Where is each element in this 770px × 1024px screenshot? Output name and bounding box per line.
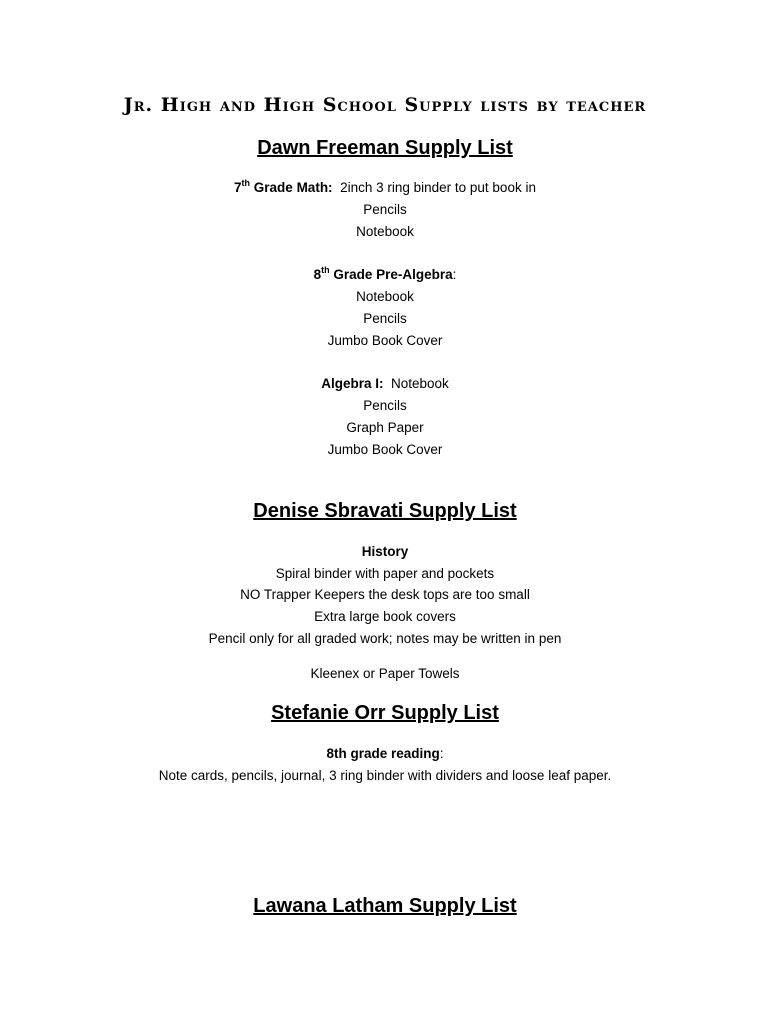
list-item: Jumbo Book Cover [327, 333, 443, 348]
list-item: Notebook [356, 224, 414, 239]
latham-heading: Lawana Latham Supply List [253, 895, 517, 917]
list-item: Notebook [356, 289, 414, 304]
list-item: Spiral binder with paper and pockets [275, 566, 495, 581]
orr-subject: 8th grade reading [326, 746, 440, 761]
list-item: Graph Paper [346, 420, 424, 435]
list-item: Pencil only for all graded work; notes may be written in pen [208, 631, 562, 646]
freeman-grade7-first-item: 2inch 3 ring binder to put book in [340, 180, 536, 195]
orr-items: Note cards, pencils, journal, 3 ring binder with dividers and loose leaf paper. [158, 768, 612, 783]
orr-subject-line: 8th grade reading: [326, 746, 444, 761]
sbravati-heading: Denise Sbravati Supply List [253, 500, 517, 522]
list-item: Pencils [363, 202, 407, 217]
freeman-algebra-line [0, 375, 770, 393]
list-item: Extra large book covers [314, 609, 456, 624]
freeman-grade8-line: 8th Grade Pre-Algebra: [313, 264, 457, 282]
freeman-heading: Dawn Freeman Supply List [257, 137, 513, 159]
list-item: Jumbo Book Cover [327, 442, 443, 457]
freeman-algebra-first-item: Notebook [390, 376, 449, 391]
list-item: NO Trapper Keepers the desk tops are too small [240, 587, 530, 602]
sbravati-subject: History [361, 544, 409, 559]
freeman-algebra-label: Algebra I: [321, 376, 384, 391]
page-title: Jr. High and High School Supply lists by teacher [123, 94, 647, 116]
orr-heading: Stefanie Orr Supply List [271, 702, 499, 724]
freeman-grade7-label: 7th Grade Math: [234, 177, 333, 195]
freeman-grade7-line [0, 179, 770, 197]
freeman-grade8-label: 8th Grade Pre-Algebra [313, 264, 453, 282]
list-item: Pencils [363, 311, 407, 326]
list-item: Pencils [363, 398, 407, 413]
sbravati-extra: Kleenex or Paper Towels [310, 666, 460, 681]
